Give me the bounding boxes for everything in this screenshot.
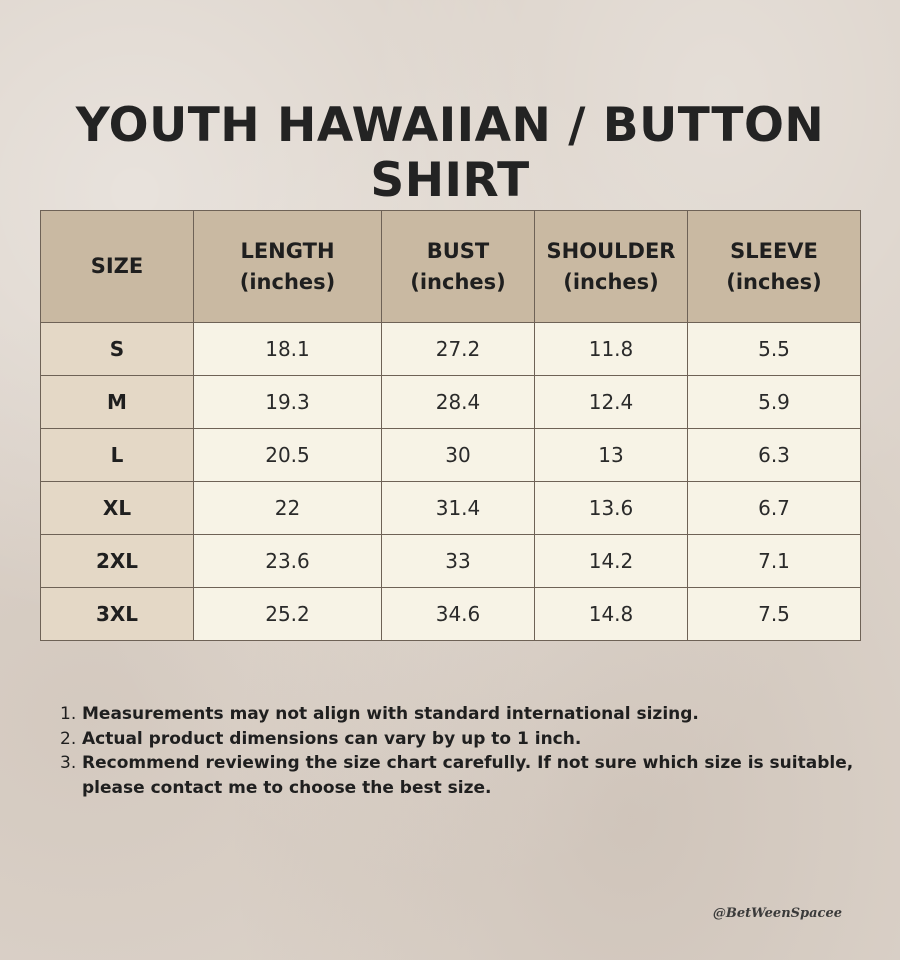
shoulder-cell: 13.6: [535, 482, 688, 535]
bust-cell: 33: [382, 535, 535, 588]
table-row: [41, 376, 861, 429]
length-cell: 25.2: [194, 588, 382, 641]
sleeve-cell: 7.1: [688, 535, 861, 588]
note-number: 2.: [60, 728, 77, 749]
header-label: SLEEVE: [730, 238, 818, 263]
note-item: [60, 751, 870, 800]
table-row: [41, 482, 861, 535]
shoulder-cell: 13: [535, 429, 688, 482]
header-unit: (inches): [239, 269, 336, 294]
size-cell: 2XL: [41, 535, 194, 588]
header-label: BUST: [426, 238, 490, 263]
table-row: [41, 588, 861, 641]
note-text: Measurements may not align with standard international sizing.: [82, 704, 699, 724]
header-bust: [382, 211, 535, 323]
length-cell: 20.5: [194, 429, 382, 482]
shoulder-cell: 14.8: [535, 588, 688, 641]
sleeve-cell: 7.5: [688, 588, 861, 641]
header-shoulder: [535, 211, 688, 323]
size-chart-table: [40, 210, 861, 641]
header-label: LENGTH: [240, 238, 335, 263]
bust-cell: 31.4: [382, 482, 535, 535]
size-cell: L: [41, 429, 194, 482]
table-row: [41, 535, 861, 588]
header-length: [194, 211, 382, 323]
length-cell: 18.1: [194, 323, 382, 376]
table-row: [41, 323, 861, 376]
notes-list: [60, 702, 870, 800]
header-label: SHOULDER: [546, 238, 676, 263]
sleeve-cell: 5.9: [688, 376, 861, 429]
size-cell: 3XL: [41, 588, 194, 641]
bust-cell: 34.6: [382, 588, 535, 641]
shoulder-cell: 11.8: [535, 323, 688, 376]
length-cell: 23.6: [194, 535, 382, 588]
header-unit: (inches): [563, 269, 659, 294]
bust-cell: 30: [382, 429, 535, 482]
sleeve-cell: 5.5: [688, 323, 861, 376]
note-item: [60, 702, 870, 727]
header-unit: (inches): [410, 269, 506, 294]
length-cell: 22: [194, 482, 382, 535]
note-text: Actual product dimensions can vary by up to 1 inch.: [82, 728, 582, 749]
size-cell: S: [41, 323, 194, 376]
header-sleeve: [688, 211, 861, 323]
table-row: [41, 429, 861, 482]
page-title: YOUTH HAWAIIAN / BUTTON SHIRT: [75, 98, 825, 208]
header-label: SIZE: [90, 254, 144, 278]
sleeve-cell: 6.7: [688, 482, 861, 535]
table-header-row: [41, 211, 861, 323]
note-number: 1.: [60, 704, 77, 724]
length-cell: 19.3: [194, 376, 382, 429]
bust-cell: 27.2: [382, 323, 535, 376]
shoulder-cell: 12.4: [535, 376, 688, 429]
size-cell: M: [41, 376, 194, 429]
note-item: [60, 727, 870, 752]
note-number: 3.: [60, 753, 77, 773]
note-text: Recommend reviewing the size chart carefully. If not sure which size is suitable, please contact me to choose the best size.: [82, 753, 854, 798]
size-cell: XL: [41, 482, 194, 535]
sleeve-cell: 6.3: [688, 429, 861, 482]
header-size: [41, 211, 194, 323]
shoulder-cell: 14.2: [535, 535, 688, 588]
bust-cell: 28.4: [382, 376, 535, 429]
watermark-signature: @BetWeenSpacee: [712, 906, 842, 921]
header-unit: (inches): [726, 269, 822, 294]
